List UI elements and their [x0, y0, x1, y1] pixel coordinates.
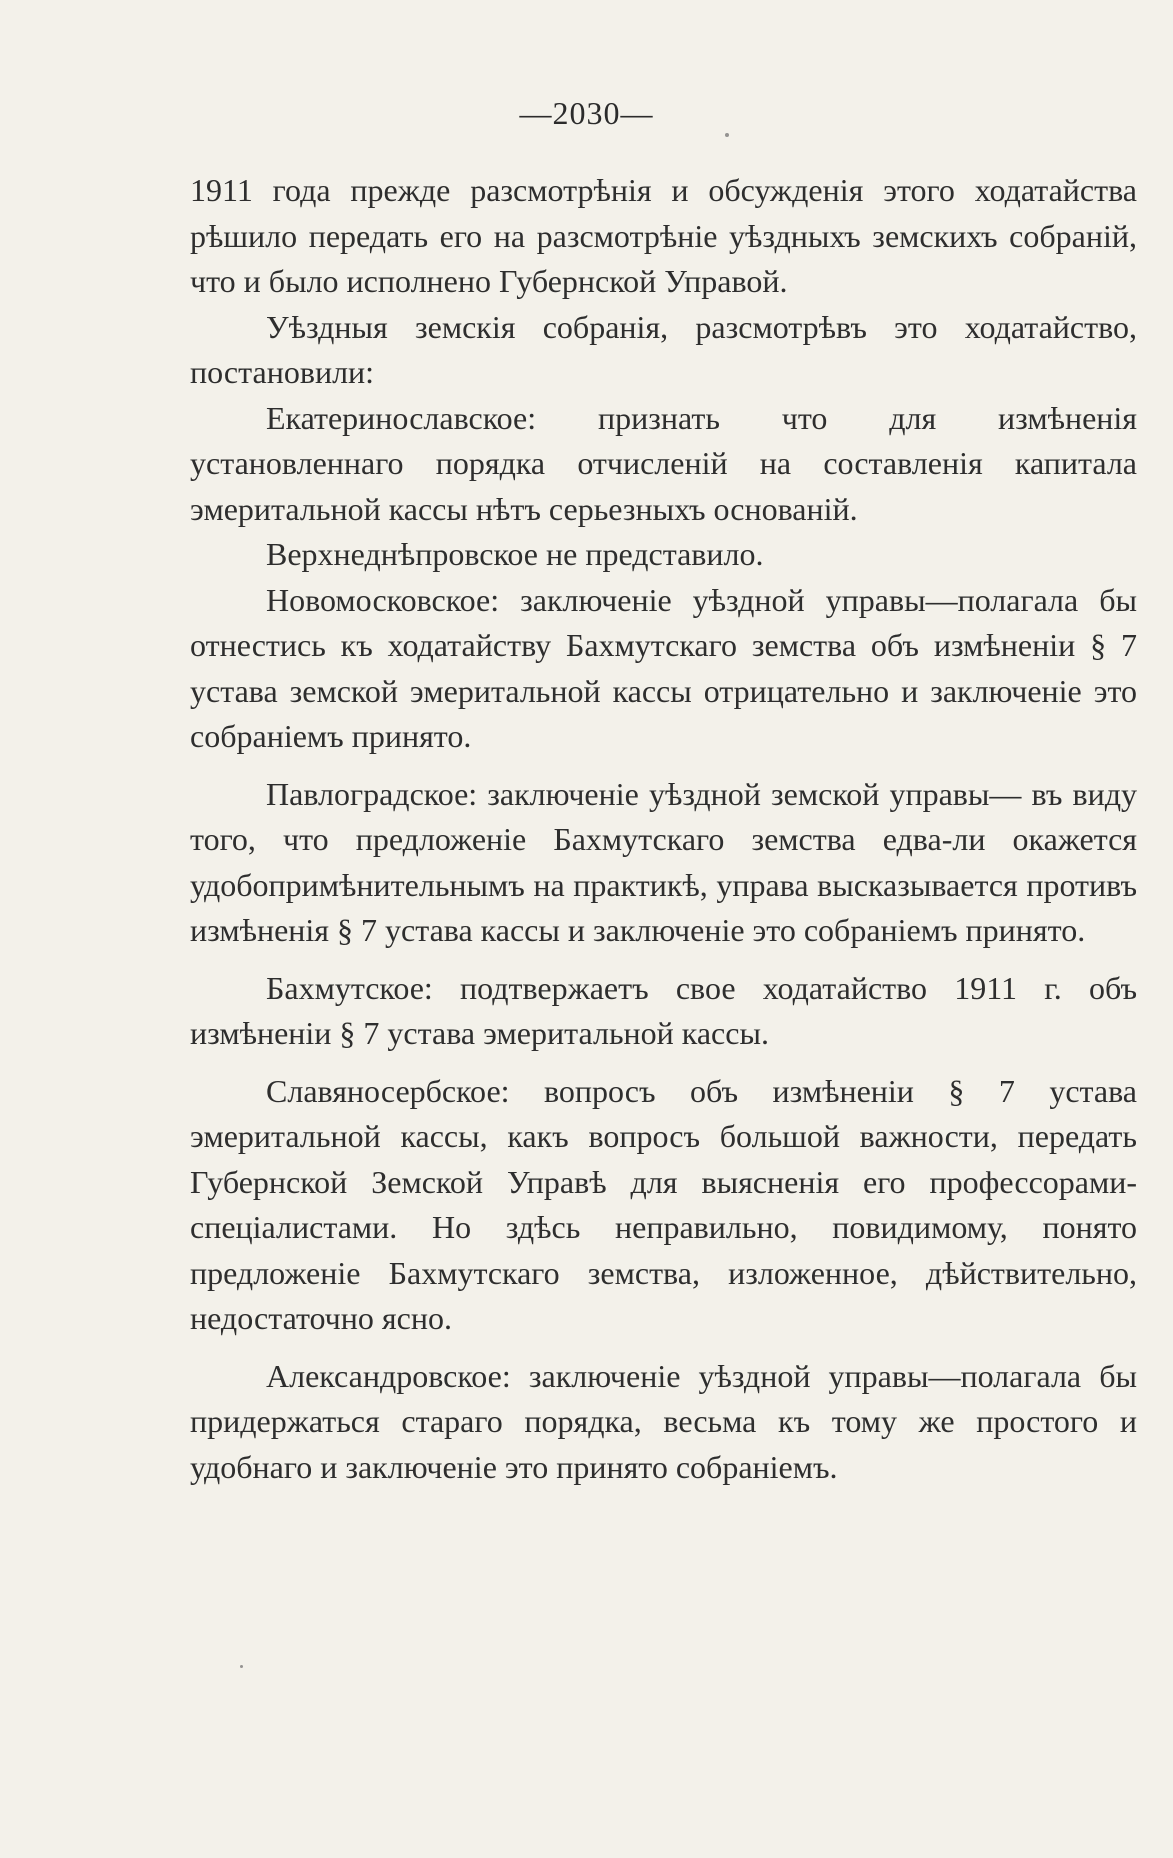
paragraph-bakhmut: Бахмутское: подтвержаетъ свое ходатайство 1911 г. объ измѣненіи § 7 устава эмеритальной кассы.	[190, 969, 1137, 1051]
paragraph-aleksandrovsk: Александровское: заключеніе уѣздной управы—полагала бы придержаться стараго порядка, весьма къ тому же простого и удобнаго и заключеніе это принято собраніемъ.	[190, 1357, 1137, 1485]
paragraph-uezd-assemblies: Уѣздныя земскія собранія, разсмотрѣвъ это ходатайство, постановили:	[190, 308, 1137, 390]
paragraph-slavyanoserbsk: Славяносербское: вопросъ объ измѣненіи § 7 устава эмеритальной кассы, какъ вопросъ большой важности, передать Губернской Земской Управѣ для выясненія его профессорами-спеціалистами. Но здѣсь неправильно, повидимому, понято предложеніе Бахмутскаго земства, изложенное, дѣйствительно, недостаточно ясно.	[190, 1072, 1137, 1336]
paragraph-novomoskovsk: Новомосковское: заключеніе уѣздной управы—полагала бы отнестись къ ходатайству Бахмутскаго земства объ измѣненіи § 7 устава земской эмеритальной кассы отрицательно и заключеніе это собраніемъ принято.	[190, 581, 1137, 754]
ink-speck	[240, 1665, 243, 1668]
body-text	[190, 168, 1137, 1490]
page-number: —2030—	[519, 95, 654, 131]
paragraph-pavlograd: Павлоградское: заключеніе уѣздной земской управы— въ виду того, что предложеніе Бахмутскаго земства едва-ли окажется удобопримѣнительнымъ на практикѣ, управа высказывается противъ измѣненія § 7 устава кассы и заключеніе это собраніемъ принято.	[190, 775, 1137, 948]
paragraph-ekaterinoslav: Екатеринославское: признать что для измѣненія установленнаго порядка отчисленій на составленія капитала эмеритальной кассы нѣтъ серьезныхъ основаній.	[190, 399, 1137, 527]
paragraph-intro: 1911 года прежде разсмотрѣнія и обсужденія этого ходатайства рѣшило передать его на разсмотрѣніе уѣздныхъ земскихъ собраній, что и было исполнено Губернской Управой.	[190, 172, 1137, 299]
paragraph-verkhnedneprovsk: Верхнеднѣпровское не представило.	[266, 536, 764, 572]
ink-speck	[725, 133, 729, 137]
